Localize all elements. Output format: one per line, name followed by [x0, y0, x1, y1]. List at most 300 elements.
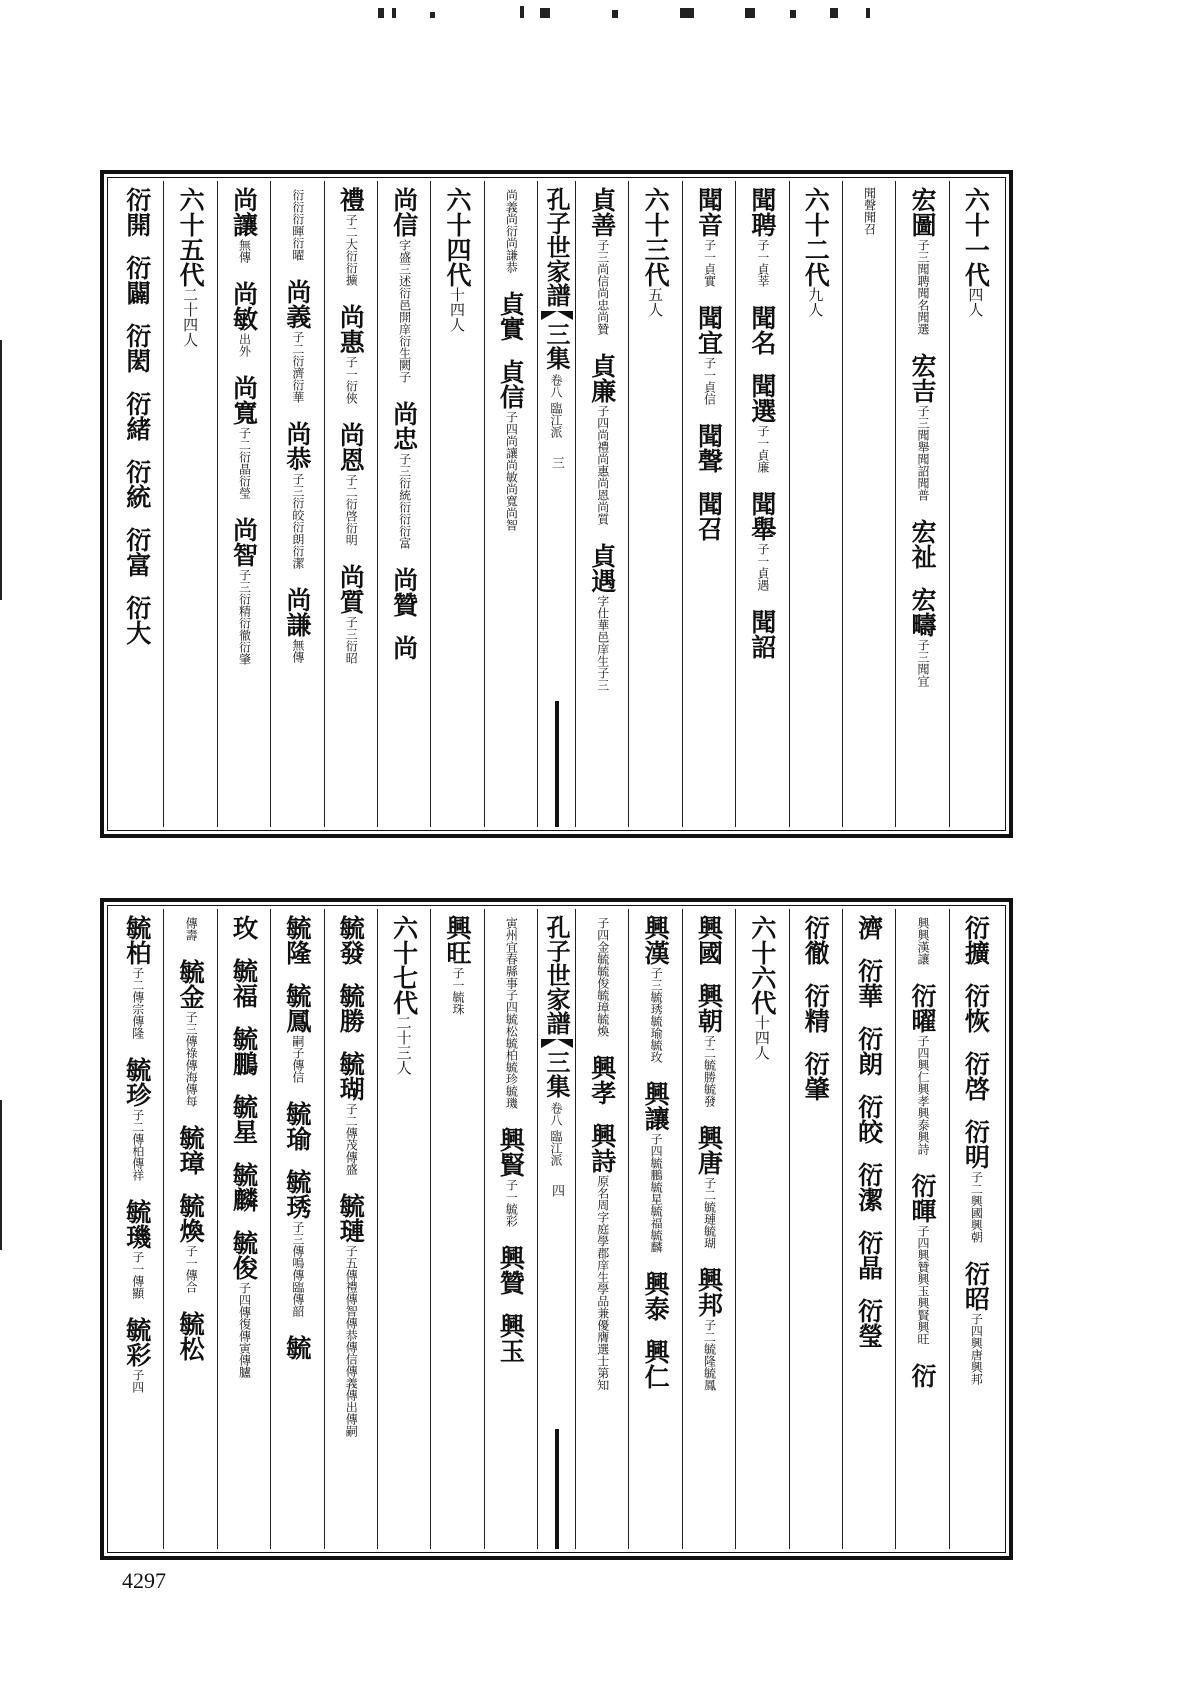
- person-name: 興唐: [694, 1125, 724, 1175]
- note-text: 學品: [595, 1283, 610, 1307]
- entry-list: [337, 187, 364, 680]
- note-text: 興國: [969, 1195, 984, 1219]
- person-name: 宏圖: [907, 187, 937, 237]
- leaf-number: 四: [549, 1184, 564, 1197]
- entry-list: [749, 187, 776, 675]
- note-text: 傳義: [344, 1365, 359, 1389]
- person-name: 尚智: [229, 517, 259, 567]
- person-note: [701, 1319, 716, 1391]
- note-text: 傳祥: [130, 1157, 145, 1181]
- genealogy-entry: [230, 517, 257, 665]
- leaf-number: 三: [549, 456, 564, 469]
- note-text: 毓珠: [450, 991, 465, 1015]
- entry-list: [589, 915, 616, 1407]
- generation-count: 二十三人: [394, 1015, 413, 1075]
- person-name: 毓勝: [336, 983, 366, 1033]
- person-name: 毓琇: [282, 1169, 312, 1219]
- note-text: 興旺: [915, 1321, 930, 1345]
- genealogy-column: [896, 181, 949, 827]
- genealogy-entry: [497, 291, 524, 341]
- entry-list: [497, 915, 524, 1379]
- note-text: 尚禮: [595, 429, 610, 453]
- genealogy-entry: [177, 1193, 204, 1293]
- note-text: 興賢: [915, 1297, 930, 1321]
- note-text: 傳隆: [130, 1015, 145, 1039]
- note-text: 貞實: [702, 263, 717, 287]
- person-name: 興國: [694, 915, 724, 965]
- note-text: 壽: [184, 929, 199, 941]
- entry-list: [391, 187, 418, 676]
- genealogy-entry: [284, 1169, 311, 1317]
- person-note: [968, 1171, 983, 1243]
- person-note: [290, 639, 305, 663]
- person-name: 毓星: [229, 1094, 259, 1144]
- genealogy-entry: [856, 1094, 883, 1144]
- note-text: 聞普: [915, 477, 930, 501]
- person-name: 尚質: [336, 564, 366, 614]
- genealogy-entry: [124, 391, 151, 441]
- genealogy-entry: [230, 375, 257, 499]
- person-note: [915, 1225, 930, 1345]
- genealogy-column: [896, 909, 949, 1549]
- note-text: 開庠: [397, 311, 412, 335]
- note-text: 子四: [237, 1282, 252, 1306]
- note-text: 衍暉: [290, 213, 305, 237]
- generation-column: [164, 181, 217, 827]
- note-text: 聞舉: [915, 429, 930, 453]
- note-text: 寅州: [504, 917, 519, 941]
- genealogy-entry: [284, 915, 311, 965]
- note-text: 尚敏: [504, 459, 519, 483]
- person-name: 衍皎: [854, 1094, 884, 1144]
- person-name: 衍明: [961, 1119, 991, 1169]
- person-note: [290, 1035, 305, 1083]
- person-name: 毓麟: [229, 1162, 259, 1212]
- person-note: [595, 595, 610, 691]
- genealogy-entry: [391, 187, 418, 383]
- note-text: 知: [595, 1379, 610, 1391]
- book-title: 孔子世家譜: [542, 187, 572, 307]
- genealogy-entry: [284, 983, 311, 1083]
- note-text: 尚質: [595, 501, 610, 525]
- note-text: 子一: [702, 357, 717, 381]
- person-name: 衍朗: [854, 1026, 884, 1076]
- genealogy-panel-upper: [100, 170, 1013, 838]
- person-note: [701, 1177, 716, 1249]
- person-note: [236, 239, 251, 263]
- generation-column: [431, 181, 484, 827]
- person-name: 興仁: [641, 1339, 671, 1389]
- note-text: 出外: [237, 333, 252, 357]
- genealogy-column: [164, 909, 217, 1549]
- genealogy-entry: [124, 323, 151, 373]
- generation-title: 六十七代: [389, 915, 419, 1015]
- person-name: 衍闢: [122, 255, 152, 305]
- note-text: 傳禮: [344, 1269, 359, 1293]
- note-text: 毓隆: [702, 1343, 717, 1367]
- genealogy-entry: [124, 459, 151, 509]
- person-note: [755, 425, 770, 473]
- note-text: 毓鵬: [649, 1157, 664, 1181]
- note-text: 傳茂: [344, 1127, 359, 1151]
- person-name: 毓發: [336, 915, 366, 965]
- genealogy-column: [576, 909, 629, 1549]
- note-text: 縣事: [504, 965, 519, 989]
- person-name: 衍統: [122, 459, 152, 509]
- generation-title: 六十四代: [442, 187, 472, 287]
- genealogy-entry: [124, 1199, 151, 1299]
- genealogy-entry: [856, 958, 883, 1008]
- genealogy-column: [736, 181, 789, 827]
- genealogy-entry: [290, 187, 305, 261]
- genealogy-column: [485, 181, 538, 827]
- note-text: 興仁: [915, 1059, 930, 1083]
- genealogy-column: [576, 181, 629, 827]
- note-text: 傳智: [344, 1293, 359, 1317]
- genealogy-entry: [230, 1094, 257, 1144]
- note-text: 子三: [915, 239, 930, 263]
- note-text: 金毓: [595, 941, 610, 965]
- note-text: 毓星: [649, 1181, 664, 1205]
- note-text: 毓瑚: [702, 1225, 717, 1249]
- person-name: 宏吉: [907, 353, 937, 403]
- person-name: 衍擴: [961, 915, 991, 965]
- person-name: 興賢: [496, 1127, 526, 1177]
- person-name: 聞聲: [694, 423, 724, 473]
- note-text: 漢讓: [915, 941, 930, 965]
- genealogy-entry: [802, 1051, 829, 1101]
- note-text: 興玉: [915, 1273, 930, 1297]
- genealogy-entry: [230, 1230, 257, 1378]
- note-text: 興贊: [915, 1249, 930, 1273]
- genealogy-entry: [284, 587, 311, 663]
- entry-list: [177, 915, 204, 1377]
- note-text: 子四: [595, 405, 610, 429]
- note-text: 尚信: [595, 263, 610, 287]
- note-text: 毓福: [649, 1205, 664, 1229]
- note-text: 三述: [397, 263, 412, 287]
- person-name: 貞廉: [587, 353, 617, 403]
- note-text: 傳盛: [344, 1151, 359, 1175]
- note-text: 傳合: [184, 1269, 199, 1293]
- note-text: 傳每: [184, 1083, 199, 1107]
- generation-heading: [442, 187, 472, 332]
- note-text: 尚謙: [504, 237, 519, 261]
- genealogy-column: [218, 909, 271, 1549]
- note-text: 郡庠: [595, 1247, 610, 1271]
- genealogy-entry: [915, 915, 930, 965]
- small-note: 聞召: [862, 211, 877, 235]
- genealogy-entry: [177, 1125, 204, 1175]
- entry-list: [284, 187, 311, 679]
- generation-heading: [747, 915, 777, 1060]
- note-text: 子二: [969, 1171, 984, 1195]
- note-text: 無傳: [290, 639, 305, 663]
- person-note: [755, 239, 770, 287]
- genealogy-column: [271, 909, 324, 1549]
- genealogy-column: [950, 909, 1002, 1549]
- person-name: 興漢: [641, 915, 671, 965]
- person-note: [343, 1103, 358, 1175]
- note-text: 子四: [915, 1035, 930, 1059]
- person-name: 衍緒: [122, 391, 152, 441]
- person-name: 毓璋: [176, 1125, 206, 1175]
- genealogy-entry: [124, 527, 151, 577]
- genealogy-entry: [856, 1230, 883, 1280]
- genealogy-entry: [230, 1026, 257, 1076]
- genealogy-entry: [962, 983, 989, 1033]
- genealogy-column: [790, 909, 843, 1549]
- generation-column: [378, 909, 431, 1549]
- genealogy-entry: [337, 564, 364, 664]
- genealogy-entry: [962, 1119, 989, 1243]
- note-text: 毓鳳: [702, 1367, 717, 1391]
- entry-list: [284, 915, 311, 1376]
- genealogy-entry: [909, 353, 936, 501]
- person-note: [503, 411, 518, 531]
- genealogy-entry: [856, 915, 883, 940]
- note-text: 子一: [755, 425, 770, 449]
- branch-label: 臨江派: [549, 402, 563, 438]
- genealogy-entry: [337, 1051, 364, 1175]
- person-name: 興泰: [641, 1271, 671, 1321]
- scan-edge-mark: [0, 1100, 2, 1250]
- note-text: 毓勝: [702, 1059, 717, 1083]
- generation-title: 六十二代: [801, 187, 831, 287]
- collection-label: 三集: [542, 1050, 571, 1098]
- note-text: 衍徹: [237, 617, 252, 641]
- person-name: 衍開: [122, 187, 152, 237]
- person-name: 衍啓: [961, 1051, 991, 1101]
- note-text: 衍明: [344, 522, 359, 546]
- person-name: 興玉: [496, 1313, 526, 1363]
- genealogy-entry: [284, 279, 311, 403]
- genealogy-entry: [642, 1271, 669, 1321]
- person-note: [130, 967, 145, 1039]
- person-note: [236, 427, 251, 499]
- genealogy-entry: [124, 255, 151, 305]
- genealogy-entry: [337, 187, 364, 286]
- person-note: [236, 569, 251, 665]
- genealogy-entry: [749, 491, 776, 591]
- note-text: 尚惠: [595, 453, 610, 477]
- genealogy-entry: [124, 187, 151, 237]
- person-name: 衍曜: [907, 983, 937, 1033]
- note-text: 子二: [130, 1109, 145, 1133]
- person-note: [595, 239, 610, 335]
- entry-list: [695, 187, 722, 557]
- scan-noise-marks: [0, 0, 1190, 22]
- generation-heading: [176, 187, 206, 347]
- generation-count: 四人: [966, 287, 985, 317]
- note-text: 毓發: [702, 1083, 717, 1107]
- note-text: 傳韶: [290, 1293, 305, 1317]
- note-text: 興邦: [969, 1361, 984, 1385]
- note-text: 貞遇: [755, 567, 770, 591]
- person-name: 毓隆: [282, 915, 312, 965]
- person-name: 興詩: [587, 1123, 617, 1173]
- note-text: 興朝: [969, 1219, 984, 1243]
- entry-list: [856, 915, 883, 1364]
- person-name: 毓福: [229, 958, 259, 1008]
- genealogy-column: [431, 909, 484, 1549]
- person-note: [595, 405, 610, 525]
- genealogy-entry: [177, 1311, 204, 1361]
- genealogy-entry: [642, 1339, 669, 1389]
- note-text: 衍濟: [290, 355, 305, 379]
- note-text: 衍精: [237, 593, 252, 617]
- column-container: [111, 181, 1002, 827]
- note-text: 衍衍: [290, 189, 305, 213]
- person-note: [503, 917, 518, 1109]
- note-text: 子二: [702, 1177, 717, 1201]
- note-text: 衍肇: [237, 641, 252, 665]
- note-text: 毓珍: [504, 1061, 519, 1085]
- entry-list: [444, 915, 471, 1031]
- genealogy-column: [111, 181, 164, 827]
- note-text: 衍皎: [290, 497, 305, 521]
- genealogy-entry: [909, 187, 936, 335]
- note-text: 子一: [184, 1245, 199, 1269]
- note-text: 傳信: [344, 1341, 359, 1365]
- person-name: 衍晶: [854, 1230, 884, 1280]
- note-text: 尚恩: [595, 477, 610, 501]
- entry-list: [802, 915, 829, 1117]
- genealogy-entry: [802, 915, 829, 965]
- generation-column: [629, 181, 682, 827]
- genealogy-entry: [962, 1051, 989, 1101]
- person-name: 貞遇: [587, 543, 617, 593]
- person-note: [130, 1109, 145, 1181]
- person-name: 尚恭: [282, 421, 312, 471]
- note-text: 毓璉: [702, 1201, 717, 1225]
- person-note: [236, 333, 251, 357]
- note-text: 衍統: [397, 477, 412, 501]
- genealogy-entry: [337, 1193, 364, 1437]
- note-text: 子一: [504, 1179, 519, 1203]
- note-text: 毓煥: [595, 1013, 610, 1037]
- note-text: 華邑: [595, 619, 610, 643]
- note-text: 聞詔: [915, 453, 930, 477]
- generation-count: 十四人: [752, 1015, 771, 1060]
- note-text: 選: [595, 1343, 610, 1355]
- genealogy-column: [683, 909, 736, 1549]
- genealogy-entry: [337, 915, 364, 965]
- note-text: 傳復: [237, 1306, 252, 1330]
- genealogy-column: [378, 181, 431, 827]
- note-text: 貞信: [702, 381, 717, 405]
- person-name: 毓彩: [122, 1317, 152, 1367]
- genealogy-entry: [589, 1123, 616, 1391]
- note-text: 衍瑩: [237, 475, 252, 499]
- genealogy-entry: [695, 305, 722, 405]
- person-name: 毓柏: [122, 915, 152, 965]
- person-note: [755, 543, 770, 591]
- genealogy-entry: [856, 1162, 883, 1212]
- person-name: 衍大: [122, 595, 152, 645]
- person-name: 毓俊: [229, 1230, 259, 1280]
- note-text: 傳鳴: [290, 1245, 305, 1269]
- note-text: 傳祿: [184, 1035, 199, 1059]
- person-name: 毓珍: [122, 1057, 152, 1107]
- entry-list: [337, 915, 364, 1453]
- person-name: 宏祉: [907, 519, 937, 569]
- genealogy-entry: [337, 304, 364, 404]
- person-note: [130, 1251, 145, 1299]
- person-name: 尚恩: [336, 422, 366, 472]
- note-column: [843, 181, 896, 827]
- note-text: 字盛: [397, 239, 412, 263]
- generation-title: 六十三代: [641, 187, 671, 287]
- small-note-group: [862, 187, 877, 235]
- note-text: 子三: [237, 569, 252, 593]
- note-text: 子四: [504, 989, 519, 1013]
- center-fold-column: [538, 909, 576, 1549]
- note-text: 子五: [344, 1245, 359, 1269]
- person-note: [397, 239, 412, 383]
- person-name: 尚謙: [282, 587, 312, 637]
- note-text: 子三: [649, 967, 664, 991]
- fishtail-mark: [541, 1039, 573, 1048]
- genealogy-entry: [497, 1245, 524, 1295]
- note-text: 尚義: [504, 189, 519, 213]
- note-text: 子三: [344, 616, 359, 640]
- note-text: 庭學: [595, 1223, 610, 1247]
- person-note: [503, 1179, 518, 1227]
- note-text: 衍俠: [344, 380, 359, 404]
- genealogy-entry: [503, 915, 518, 1109]
- genealogy-entry: [695, 983, 722, 1107]
- genealogy-entry: [444, 915, 471, 1015]
- genealogy-entry: [589, 543, 616, 691]
- note-text: 子二: [702, 1319, 717, 1343]
- person-name: 毓鵬: [229, 1026, 259, 1076]
- genealogy-entry: [284, 421, 311, 569]
- note-text: 子二: [344, 474, 359, 498]
- person-name: 聞詔: [747, 609, 777, 659]
- note-text: 子三: [915, 639, 930, 663]
- genealogy-entry: [595, 915, 610, 1037]
- genealogy-column: [218, 181, 271, 827]
- genealogy-entry: [589, 353, 616, 525]
- generation-count: 九人: [806, 287, 825, 317]
- genealogy-entry: [230, 281, 257, 357]
- note-text: 原名: [595, 1175, 610, 1199]
- generation-count: 二十四人: [181, 287, 200, 347]
- person-name: 尚敏: [229, 281, 259, 331]
- note-text: 兼優: [595, 1307, 610, 1331]
- genealogy-entry: [749, 373, 776, 473]
- note-text: 尚讓: [504, 435, 519, 459]
- note-text: 膺: [595, 1331, 610, 1343]
- person-name: 衍閎: [122, 323, 152, 373]
- generation-heading: [641, 187, 671, 317]
- person-name: 衍: [907, 1363, 937, 1388]
- note-text: 興興: [915, 917, 930, 941]
- note-text: 傳臚: [237, 1354, 252, 1378]
- note-text: 毓麟: [649, 1229, 664, 1253]
- person-note: [290, 473, 305, 569]
- note-text: 子四: [649, 1133, 664, 1157]
- person-note: [343, 214, 358, 286]
- person-name: 尚贊: [389, 567, 419, 617]
- note-text: 子一: [450, 967, 465, 991]
- note-text: 尚忠: [595, 287, 610, 311]
- person-note: [397, 453, 412, 549]
- note-text: 衍昭: [344, 640, 359, 664]
- person-note: [648, 1133, 663, 1253]
- note-text: 聞聘: [915, 263, 930, 287]
